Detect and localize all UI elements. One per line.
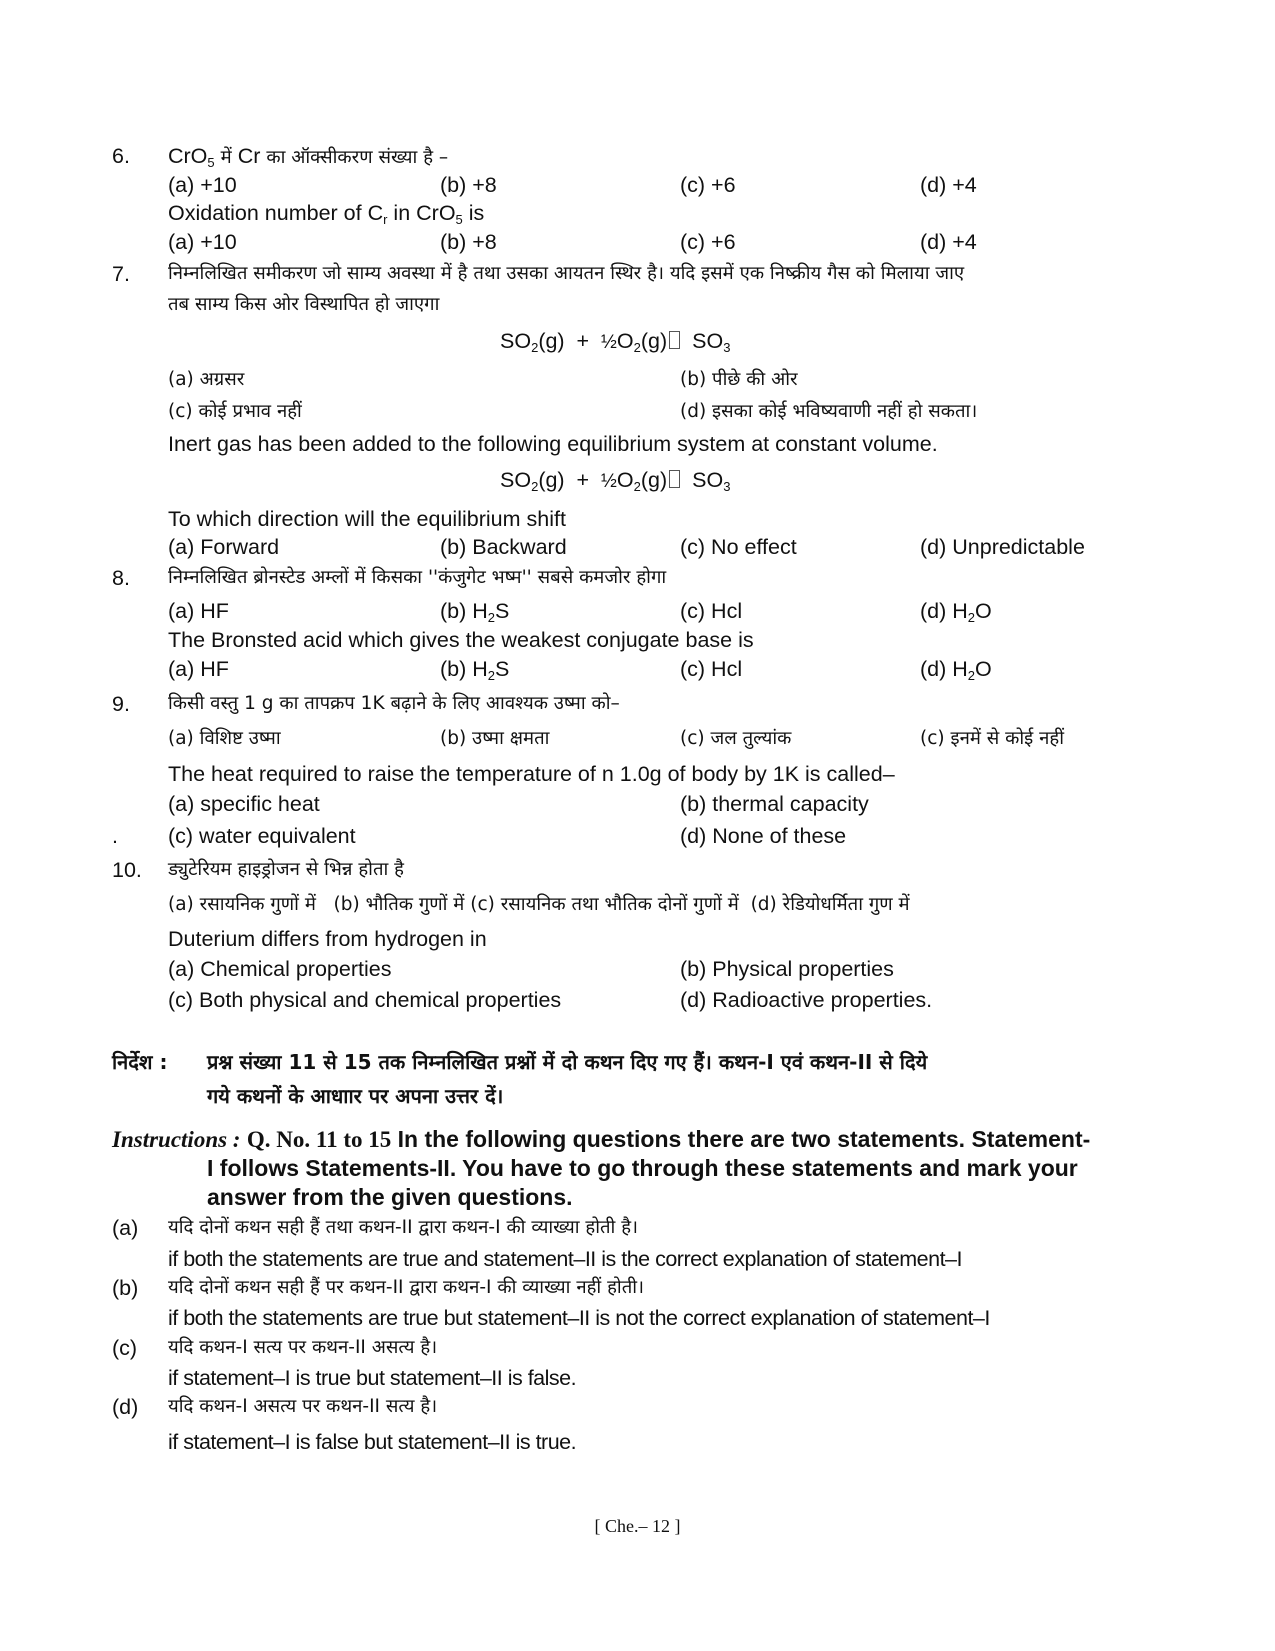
- q7-en-option-b: (b) Backward: [440, 535, 567, 559]
- choice-c-label: (c): [112, 1336, 138, 1360]
- q7-hindi-stem-line2: तब साम्य किस ओर विस्थापित हो जाएगा: [168, 294, 440, 315]
- instructions-qno: Q. No. 11 to 15: [246, 1127, 392, 1152]
- q8-option-a: (a) HF: [168, 599, 229, 623]
- q8-option-c: (c) Hcl: [680, 599, 743, 623]
- q7-hi-option-c: (c) कोई प्रभाव नहीं: [168, 401, 302, 422]
- q10-hindi-stem: ड्युटेरियम हाइड्रोजन से भिन्न होता है: [168, 859, 404, 880]
- q6-option-b: (b) +8: [440, 173, 497, 197]
- choice-c-hindi: यदि कथन-I सत्य पर कथन-II असत्य है।: [168, 1337, 438, 1358]
- q7-hindi-stem-line1: निम्नलिखित समीकरण जो साम्य अवस्था में है तथा उसका आयतन स्थिर है। यदि इसमें एक निष्क्रीय गैस को मिलाया जाए: [168, 263, 965, 284]
- q9-en-option-a: (a) specific heat: [168, 792, 320, 816]
- q10-hi-options: (a) रसायनिक गुणों में (b) भौतिक गुणों में (c) रसायनिक तथा भौतिक दोनों गुणों में (d) रेडियोधर्मिता गुण में: [168, 894, 910, 915]
- q10-en-option-b: (b) Physical properties: [680, 957, 894, 981]
- choice-a-hindi: यदि दोनों कथन सही हैं तथा कथन-II द्वारा कथन-I की व्याख्या होती है।: [168, 1217, 639, 1238]
- q8-en-option-b: (b) $H_2S$: [440, 657, 510, 683]
- q7-en-option-a: (a) Forward: [168, 535, 280, 559]
- q7-hi-option-d: (d) इसका कोई भविष्यवाणी नहीं हो सकता।: [680, 401, 978, 422]
- instructions-label: Instructions :: [112, 1127, 241, 1152]
- choice-b-english: if both the statements are true but statement–II is not the correct explanation of statement–I: [168, 1306, 990, 1330]
- page-footer: [ Che.– 12 ]: [594, 1516, 681, 1536]
- instructions-line3: answer from the given questions.: [207, 1184, 573, 1210]
- instructions-line1: [112, 1124, 1090, 1155]
- choice-b-hindi: यदि दोनों कथन सही हैं पर कथन-II द्वारा कथन-I की व्याख्या नहीं होती।: [168, 1277, 645, 1298]
- q8-hindi-stem: निम्नलिखित ब्रोनस्टेड अम्लों में किसका ''कंजुगेट भष्म'' सबसे कमजोर होगा: [168, 567, 667, 588]
- q9-hi-option-c: (c) जल तुल्यांक: [680, 728, 792, 749]
- q10-number: 10.: [112, 858, 142, 882]
- choice-a-english: if both the statements are true and statement–II is the correct explanation of statement–I: [168, 1247, 962, 1271]
- q7-equation-english: $SO_2(g)$ + $\frac{1}{2}O_2(g)$ $SO_3$: [500, 468, 731, 494]
- q6-en-option-a: (a) +10: [168, 230, 237, 254]
- q9-english-stem: The heat required to raise the temperature of n 1.0g of body by 1K is called–: [168, 762, 895, 786]
- q6-en-option-b: (b) +8: [440, 230, 497, 254]
- q7-en-option-c: (c) No effect: [680, 535, 797, 559]
- q7-hi-option-b: (b) पीछे की ओर: [680, 369, 798, 390]
- q6-option-a: (a) +10: [168, 173, 237, 197]
- directions-label: निर्देश :: [112, 1050, 168, 1074]
- q10-english-stem: Duterium differs from hydrogen in: [168, 927, 487, 951]
- q6-en-option-c: (c) +6: [680, 230, 736, 254]
- q8-option-b: (b) $H_2S$: [440, 599, 510, 625]
- q7-hi-option-a: (a) अग्रसर: [168, 369, 245, 390]
- choice-d-hindi: यदि कथन-I असत्य पर कथन-II सत्य है।: [168, 1396, 438, 1417]
- q7-en-option-d: (d) Unpredictable: [920, 535, 1085, 559]
- q6-english-stem: Oxidation number of $C_r$ in CrO$_5$ is: [168, 201, 485, 227]
- q10-en-option-d: (d) Radioactive properties.: [680, 988, 933, 1012]
- q7-english-stem-line1: Inert gas has been added to the following equilibrium system at constant volume.: [168, 432, 938, 456]
- directions-line2: गये कथनों के आधाार पर अपना उत्तर दें।: [207, 1084, 504, 1108]
- stray-dot: .: [112, 824, 118, 848]
- instructions-line2: I follows Statements-II. You have to go through these statements and mark your: [207, 1155, 1078, 1181]
- q9-en-option-c: (c) water equivalent: [168, 824, 356, 848]
- q7-equation: $SO_2(g)$ + $\frac{1}{2}O_2(g)$ $SO_3$: [500, 329, 731, 355]
- choice-d-label: (d): [112, 1395, 139, 1419]
- q9-en-option-b: (b) thermal capacity: [680, 792, 869, 816]
- instructions-text-1: In the following questions there are two statements. Statement-: [397, 1126, 1091, 1152]
- q8-number: 8.: [112, 566, 130, 590]
- q6-en-option-d: (d) +4: [920, 230, 977, 254]
- q9-hi-option-d: (c) इनमें से कोई नहीं: [920, 728, 1065, 749]
- q10-en-option-c: (c) Both physical and chemical properties: [168, 988, 562, 1012]
- choice-c-english: if statement–I is true but statement–II is false.: [168, 1366, 577, 1390]
- q9-hindi-stem: किसी वस्तु 1 g का तापक्रप 1K बढ़ाने के लिए आवश्यक उष्मा को–: [168, 693, 620, 714]
- q6-option-d: (d) +4: [920, 173, 977, 197]
- q8-en-option-a: (a) HF: [168, 657, 229, 681]
- choice-a-label: (a): [112, 1216, 139, 1240]
- q8-option-d: (d) $H_2O$: [920, 599, 992, 625]
- q9-number: 9.: [112, 692, 130, 716]
- q9-en-option-d: (d) None of these: [680, 824, 847, 848]
- choice-d-english: if statement–I is false but statement–II is true.: [168, 1430, 577, 1454]
- directions-line1: प्रश्न संख्या 11 से 15 तक निम्नलिखित प्रश्नों में दो कथन दिए गए हैं। कथन-I एवं कथन-II से दिये: [207, 1050, 928, 1074]
- choice-b-label: (b): [112, 1276, 139, 1300]
- q10-en-option-a: (a) Chemical properties: [168, 957, 392, 981]
- q8-en-option-d: (d) $H_2O$: [920, 657, 992, 683]
- q7-number: 7.: [112, 262, 130, 286]
- q6-number: 6.: [112, 144, 130, 168]
- q6-hindi-stem: CrO$_5$ में Cr का ऑक्सीकरण संख्या है –: [168, 144, 449, 170]
- q7-english-stem-line2: To which direction will the equilibrium shift: [168, 507, 566, 531]
- q6-option-c: (c) +6: [680, 173, 736, 197]
- q8-english-stem: The Bronsted acid which gives the weakest conjugate base is: [168, 628, 754, 652]
- q8-en-option-c: (c) Hcl: [680, 657, 743, 681]
- q9-hi-option-b: (b) उष्मा क्षमता: [440, 728, 550, 749]
- q9-hi-option-a: (a) विशिष्ट उष्मा: [168, 728, 281, 749]
